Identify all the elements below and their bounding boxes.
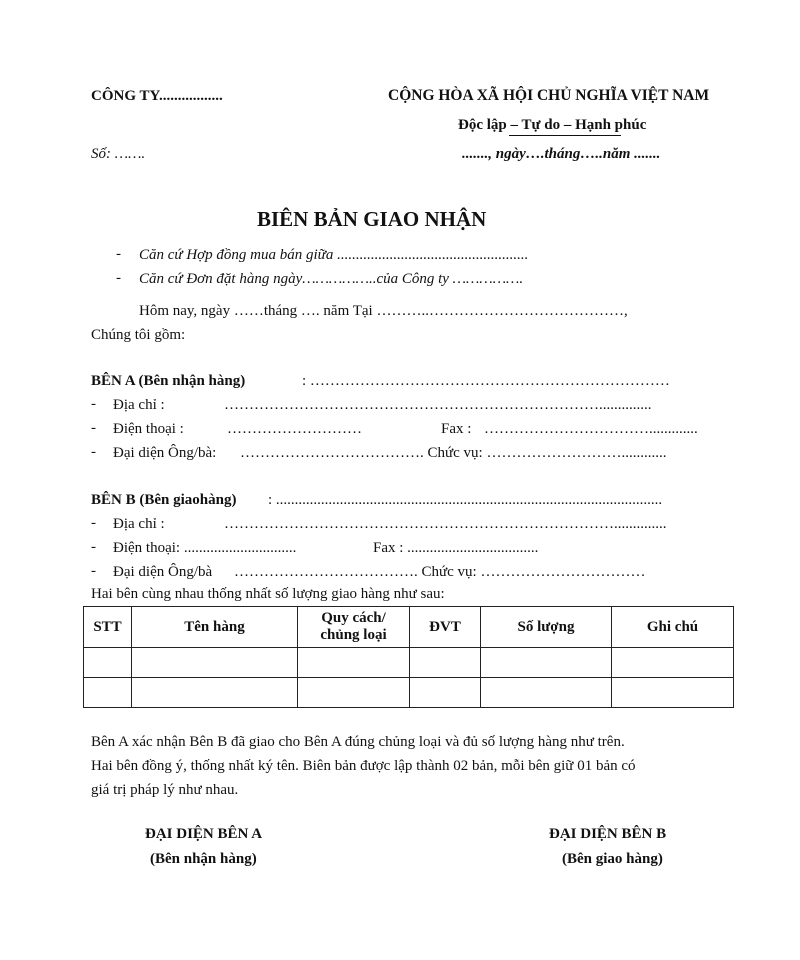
party-a-address-fill: ………………………………………………………………….............. [224, 397, 652, 413]
party-b-fax-label: Fax : ................................... [373, 540, 539, 556]
party-b-address-label: Địa chỉ : [113, 516, 165, 532]
confirmation-line: giá trị pháp lý như nhau. [91, 782, 239, 798]
bullet-dash: - [91, 444, 96, 460]
table-cell[interactable] [84, 678, 132, 708]
bullet-dash: - [91, 420, 96, 436]
bullet-dash: - [91, 563, 96, 579]
table-row [84, 678, 734, 708]
party-a-phone-label: Điện thoại : [113, 421, 184, 437]
intro-today: Hôm nay, ngày ……tháng …. năm Tại ………..…………………………………, [139, 303, 628, 319]
bullet-dash: - [91, 396, 96, 412]
party-b-heading-fill: : ....................................................................................................... [268, 492, 663, 508]
party-b-phone-label: Điện thoại: .............................. [113, 540, 297, 556]
bullet-dash: - [91, 539, 96, 555]
table-cell[interactable] [410, 648, 481, 678]
party-a-address-label: Địa chỉ : [113, 397, 165, 413]
table-cell[interactable] [410, 678, 481, 708]
table-cell[interactable] [298, 678, 410, 708]
signature-a-title: ĐẠI DIỆN BÊN A [145, 826, 263, 842]
party-a-rep-label: Đại diện Ông/bà: [113, 445, 217, 461]
table-cell[interactable] [132, 648, 298, 678]
column-header-spec: Quy cách/ chủng loại [298, 607, 410, 648]
party-b-heading: BÊN B (Bên giaohàng) [91, 492, 237, 508]
column-header-stt: STT [84, 607, 132, 648]
basis-item: Căn cứ Đơn đặt hàng ngày……………..của Công ty ……………. [139, 271, 524, 287]
confirmation-line: Bên A xác nhận Bên B đã giao cho Bên A đúng chủng loại và đủ số lượng hàng như trên. [91, 734, 625, 750]
signature-b-title: ĐẠI DIỆN BÊN B [549, 826, 667, 842]
document-number: Số: ……. [91, 146, 146, 162]
motto-underline [509, 135, 621, 136]
table-cell[interactable] [612, 678, 734, 708]
column-header-item-name: Tên hàng [132, 607, 298, 648]
signature-b-subtitle: (Bên giao hàng) [562, 851, 663, 867]
table-cell[interactable] [481, 678, 612, 708]
goods-table [83, 606, 734, 708]
party-b-rep-label: Đại diện Ông/bà [113, 564, 213, 580]
confirmation-line: Hai bên đồng ý, thống nhất ký tên. Biên bản được lập thành 02 bản, mỗi bên giữ 01 bản có [91, 758, 636, 774]
table-header-row [84, 607, 734, 648]
party-a-rep-fill: ………………………………. Chức vụ: ………………………............ [240, 445, 667, 461]
table-cell[interactable] [481, 648, 612, 678]
table-row [84, 648, 734, 678]
agreement-text: Hai bên cùng nhau thống nhất số lượng giao hàng như sau: [91, 586, 445, 602]
date-line: ......., ngày….tháng…..năm ....... [462, 146, 661, 162]
national-motto: Độc lập – Tự do – Hạnh phúc [458, 117, 647, 133]
intro-we-are: Chúng tôi gồm: [91, 327, 186, 343]
signature-a-subtitle: (Bên nhận hàng) [150, 851, 257, 867]
basis-item: Căn cứ Hợp đồng mua bán giữa ................................................... [139, 247, 529, 263]
party-a-fax-label: Fax : [441, 421, 472, 437]
bullet-dash: - [91, 515, 96, 531]
party-b-rep-fill: ………………………………. Chức vụ: …………………………… [234, 564, 646, 580]
party-a-phone-fill: ……………………… [227, 421, 362, 437]
party-a-fax-fill: ……………………………............. [484, 421, 698, 437]
column-header-quantity: Số lượng [481, 607, 612, 648]
country-name: CỘNG HÒA XÃ HỘI CHỦ NGHĨA VIỆT NAM [388, 87, 710, 104]
table-cell[interactable] [84, 648, 132, 678]
bullet-dash: - [116, 246, 121, 262]
party-b-address-fill: …………………………………………………………………….............. [224, 516, 667, 532]
column-header-unit: ĐVT [410, 607, 481, 648]
column-header-note: Ghi chú [612, 607, 734, 648]
table-cell[interactable] [298, 648, 410, 678]
party-a-heading: BÊN A (Bên nhận hàng) [91, 373, 246, 389]
table-cell[interactable] [132, 678, 298, 708]
bullet-dash: - [116, 270, 121, 286]
document-title: BIÊN BẢN GIAO NHẬN [257, 207, 487, 231]
table-cell[interactable] [612, 648, 734, 678]
company-name: CÔNG TY................. [91, 88, 223, 104]
party-a-heading-fill: : ……………………………………………………………… [302, 373, 670, 389]
